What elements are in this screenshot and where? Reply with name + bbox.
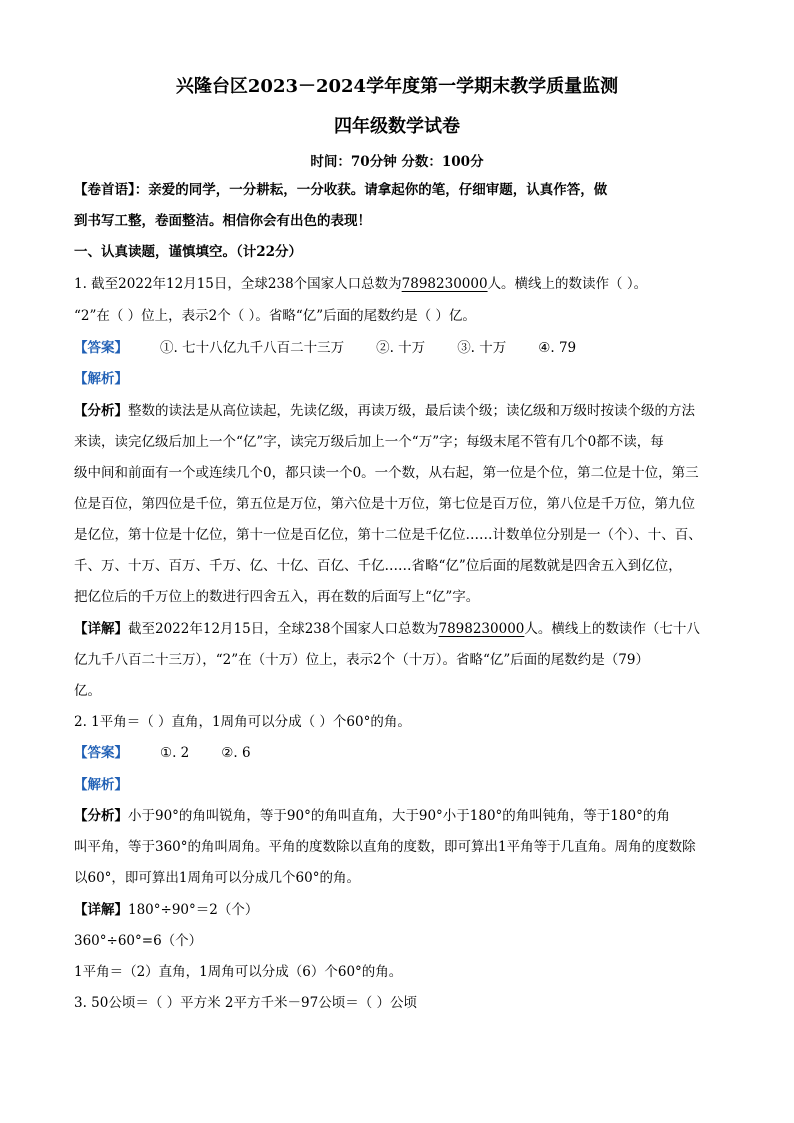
q1-xiangjie-text-b: 人。横线上的数读作（七十八: [524, 621, 700, 637]
q1-fenxi-line-6: 千、万、十万、百万、千万、亿、十亿、百亿、千亿……省略“亿”位后面的尾数就是四舍五入到亿位，: [74, 558, 682, 574]
q1-fenxi-text-1: 整数的读法是从高位读起，先读亿级，再读万级，最后读个级；读亿级和万级时按读个级的方法: [128, 403, 695, 419]
q2-xiangjie-text-1: 180°÷90°＝2（个）: [128, 902, 259, 918]
xiangjie-tag: 【详解】: [74, 902, 128, 918]
q1-fenxi-line-5: 是亿位，第十位是十亿位，第十一位是百亿位，第十二位是千亿位……计数单位分别是一（个）、十、百、: [74, 527, 702, 543]
q1-fenxi-line-2: 来读，读完亿级后加上一个“亿”字，读完万级后加上一个“万”字；每级末尾不管有几个0都不读，每: [74, 434, 664, 450]
q1-xiangjie-text-a: 截至2022年12月15日，全球238个国家人口总数为: [128, 621, 439, 637]
q3-line-1: 3. 50公顷＝（ ）平方米 2平方千米－97公顷＝（ ）公顷: [74, 995, 417, 1011]
q1-fenxi-line-3: 级中间和前面有一个或连续几个0，都只读一个0。一个数，从右起，第一位是个位，第二位是十位，第三: [74, 465, 699, 481]
q1-answer-1: ①. 七十八亿九千八百二十三万: [160, 340, 345, 356]
q1-line-2: “2”在（ ）位上，表示2个（ ）。省略“亿”后面的尾数约是（ ）亿。: [74, 308, 476, 324]
q1-text-a: 1. 截至2022年12月15日，全球238个国家人口总数为: [74, 276, 402, 292]
q1-xiangjie-number: 7898230000: [438, 621, 525, 637]
q2-answer-line: [74, 743, 734, 763]
q1-fenxi-line-1: [74, 401, 734, 421]
preface-line-1: [74, 180, 734, 200]
fenxi-tag: 【分析】: [74, 403, 128, 419]
q2-fenxi-line-2: 叫平角，等于360°的角叫周角。平角的度数除以直角的度数，即可算出1平角等于几直角。周角的度数除: [74, 839, 696, 855]
q2-fenxi-text-1: 小于90°的角叫锐角，等于90°的角叫直角，大于90°小于180°的角叫钝角，等于180°的角: [128, 808, 670, 824]
answer-tag: 【答案】: [74, 340, 128, 356]
preface-label: 【卷首语】: [74, 182, 135, 198]
q1-number: 7898230000: [401, 276, 488, 292]
q2-line-1: 2. 1平角＝（ ）直角，1周角可以分成（ ）个60°的角。: [74, 714, 411, 730]
q2-xiangjie-line-1: [74, 900, 734, 920]
q1-analysis-tag: 【解析】: [74, 371, 128, 387]
q1-fenxi-line-7: 把亿位后的千万位上的数进行四舍五入，再在数的后面写上“亿”字。: [74, 589, 480, 605]
xiangjie-tag: 【详解】: [74, 621, 128, 637]
q1-text-b: 人。横线上的数读作（ ）。: [487, 276, 648, 292]
preface-line-2: 到书写工整，卷面整洁。相信你会有出色的表现！: [74, 213, 371, 229]
q1-answer-4: ④. 79: [538, 340, 577, 356]
q1-answer-2: ②. 十万: [376, 340, 426, 356]
section-1-title: 一、认真读题，谨慎填空。（计22分）: [74, 244, 303, 260]
q2-xiangjie-line-3: 1平角＝（2）直角，1周角可以分成（6）个60°的角。: [74, 964, 403, 980]
q1-fenxi-line-4: 位是百位，第四位是千位，第五位是万位，第六位是十万位，第七位是百万位，第八位是千万位，第九位: [74, 496, 695, 512]
q1-answer-line: [74, 338, 734, 358]
q2-fenxi-line-1: [74, 806, 734, 826]
q1-line-1: [74, 274, 734, 294]
q2-xiangjie-line-2: 360°÷60°=6（个）: [74, 933, 203, 949]
q2-answer-2: ②. 6: [221, 745, 251, 761]
q1-xiangjie-line-1: [74, 619, 734, 639]
q1-xiangjie-line-3: 亿。: [74, 683, 101, 699]
answer-tag: 【答案】: [74, 745, 128, 761]
q2-analysis-tag: 【解析】: [74, 777, 128, 793]
preface-text-1: ：亲爱的同学，一分耕耘，一分收获。请拿起你的笔，仔细审题，认真作答，做: [134, 182, 608, 198]
exam-title: 兴隆台区2023－2024学年度第一学期末教学质量监测: [175, 76, 619, 97]
q2-answer-1: ①. 2: [160, 745, 190, 761]
fenxi-tag: 【分析】: [74, 808, 128, 824]
exam-time-info: 时间：70分钟 分数：100分: [310, 154, 484, 170]
q2-fenxi-line-3: 以60°，即可算出1周角可以分成几个60°的角。: [74, 870, 360, 886]
exam-subtitle: 四年级数学试卷: [334, 116, 460, 137]
q1-xiangjie-line-2: 亿九千八百二十三万），“2”在（十万）位上，表示2个（十万）。省略“亿”后面的尾数约是（79）: [74, 652, 649, 668]
q1-answer-3: ③. 十万: [457, 340, 507, 356]
